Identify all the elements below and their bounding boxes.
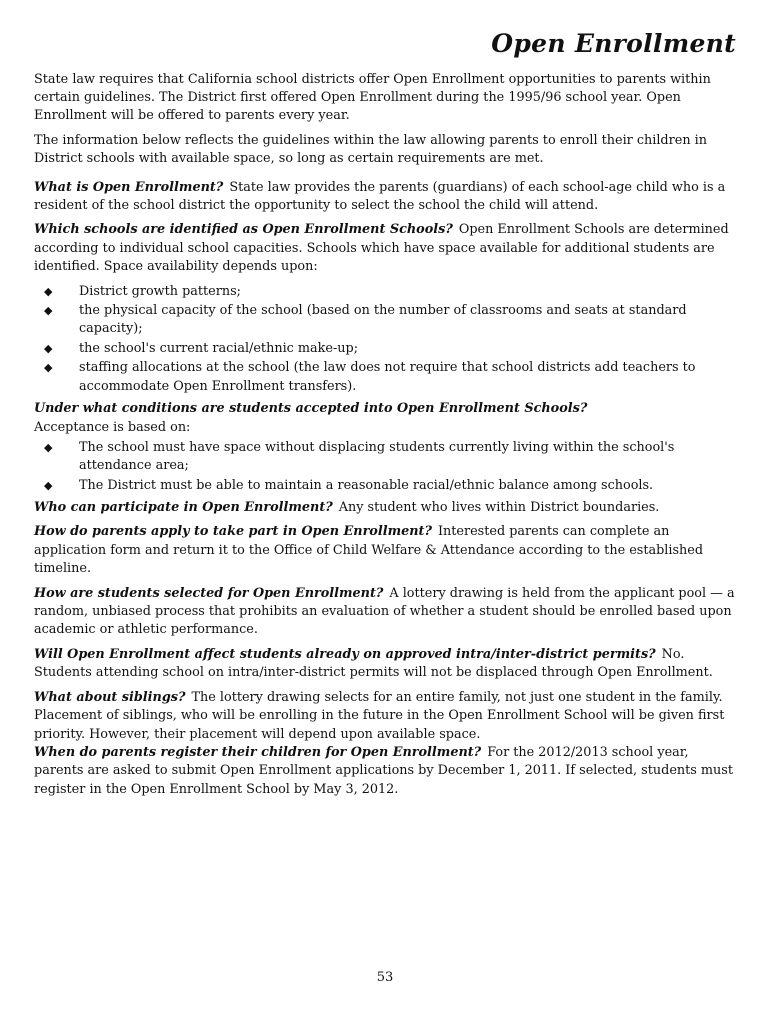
list-item: ◆ The District must be able to maintain a reasonable racial/ethnic balance among schools.	[34, 477, 736, 495]
faq-registration	[34, 744, 736, 799]
faq-permits	[34, 646, 736, 683]
faq-question: Under what conditions are students accepted into Open Enrollment Schools?	[34, 401, 588, 416]
page-title: Open Enrollment	[491, 29, 736, 58]
diamond-bullet-icon: ◆	[44, 303, 53, 317]
faq-how-to-apply	[34, 523, 736, 578]
faq-question: When do parents register their children for Open Enrollment?	[34, 744, 482, 760]
intro-paragraph: The information below reflects the guidelines within the law allowing parents to enroll their children in District schools with available space, so long as certain requirements are met.	[34, 132, 707, 167]
faq-question: Which schools are identified as Open Enrollment Schools?	[34, 222, 453, 238]
diamond-bullet-icon: ◆	[44, 361, 53, 375]
faq-acceptance-question	[34, 400, 736, 418]
faq-what-is	[34, 179, 736, 216]
faq-answer: For the 2012/2013 school year, parents are asked to submit Open Enrollment applications by December 1, 2011. If selected, students must register in the Open Enrollment School by May 3, 2012.	[34, 744, 734, 797]
faq-acceptance-lead: Acceptance is based on:	[34, 420, 191, 436]
faq-answer: Interested parents can complete an application form and return it to the Office of Child Welfare & Attendance according to the established timeline.	[34, 524, 704, 577]
faq-question: Who can participate in Open Enrollment?	[34, 500, 333, 516]
diamond-bullet-icon: ◆	[44, 284, 53, 298]
faq-which-schools	[34, 221, 736, 276]
diamond-bullet-icon: ◆	[44, 478, 53, 492]
list-item: ◆ the physical capacity of the school (based on the number of classrooms and seats at standard capacity);	[44, 302, 687, 337]
faq-question: What is Open Enrollment?	[34, 179, 224, 195]
faq-answer: No. Students attending school on intra/inter-district permits will not be displaced through Open Enrollment.	[34, 646, 713, 681]
faq-question: What about siblings?	[34, 689, 186, 705]
faq-answer: Any student who lives within District boundaries.	[338, 500, 660, 516]
diamond-bullet-icon: ◆	[44, 440, 53, 454]
page-number: 53	[376, 970, 394, 985]
faq-question: How do parents apply to take part in Open Enrollment?	[34, 524, 432, 540]
faq-siblings	[34, 689, 736, 744]
diamond-bullet-icon: ◆	[44, 341, 53, 355]
list-item: ◆ the school's current racial/ethnic make-up;	[34, 340, 736, 358]
list-item: ◆ The school must have space without displacing students currently living within the school's attendance area;	[44, 439, 675, 474]
faq-answer: A lottery drawing is held from the applicant pool — a random, unbiased process that prohibits an evaluation of whether a student should be enrolled based upon academic or athletic performance.	[34, 585, 735, 638]
faq-who-can-participate	[34, 499, 736, 517]
faq-question: Will Open Enrollment affect students already on approved intra/inter-district permits?	[34, 646, 656, 662]
faq-question: How are students selected for Open Enrollment?	[34, 585, 384, 601]
faq-answer: State law provides the parents (guardians) of each school-age child who is a resident of the school district the opportunity to select the school the child will attend.	[34, 179, 726, 213]
acceptance-list	[34, 439, 736, 495]
list-item: ◆ staffing allocations at the school (the law does not require that school districts add teachers to accommodate Open Enrollment transfers).	[44, 360, 696, 394]
faq-answer: Open Enrollment Schools are determined according to individual school capacities. Schools which have space available for additional students are identified. Space availability depends upon:	[34, 222, 729, 275]
list-item: ◆ District growth patterns;	[34, 283, 736, 301]
space-availability-list	[34, 283, 736, 396]
faq-answer: The lottery drawing selects for an entire family, not just one student in the family. Placement of siblings, who will be enrolling in the future in the Open Enrollment School will be given first priority. However, their placement will depend upon available space.	[34, 689, 725, 742]
faq-selection	[34, 585, 736, 640]
intro-paragraph: State law requires that California school districts offer Open Enrollment opportunities to parents within certain guidelines. The District first offered Open Enrollment during the 1995/96 school year. Open Enrollment will be offered to parents every year.	[34, 71, 711, 124]
